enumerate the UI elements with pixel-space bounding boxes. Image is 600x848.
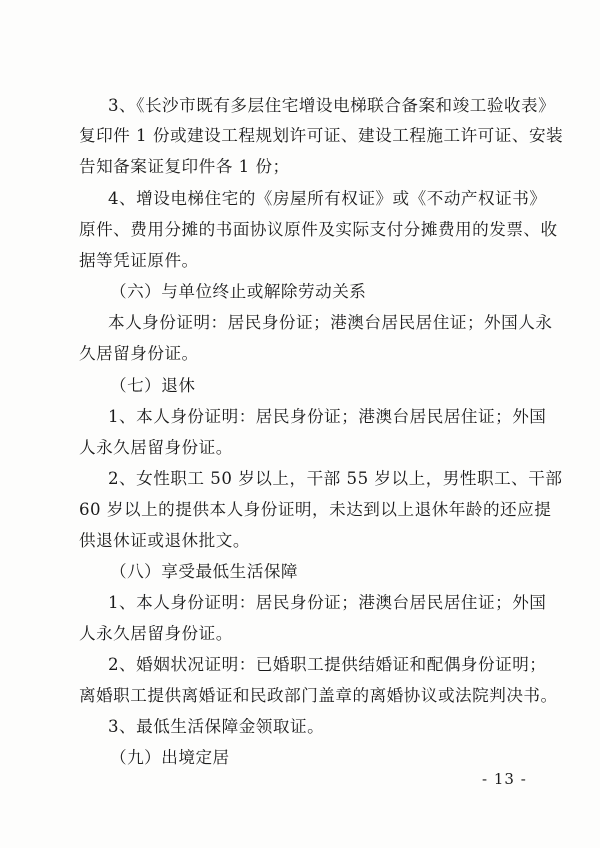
paragraph-line: 2、婚姻状况证明：已婚职工提供结婚证和配偶身份证明； [108, 655, 547, 674]
section-heading: （六）与单位终止或解除劳动关系 [110, 282, 367, 301]
paragraph-line: 本人身份证明：居民身份证；港澳台居民居住证；外国人永 [108, 313, 553, 332]
paragraph-line: 供退休证或退休批文。 [79, 531, 250, 550]
section-heading: （八）享受最低生活保障 [110, 562, 299, 581]
paragraph-line: 3、最低生活保障金领取证。 [108, 717, 325, 736]
paragraph-line: 1、本人身份证明：居民身份证；港澳台居民居住证；外国 [108, 407, 547, 426]
paragraph-line: 4、增设电梯住宅的《房屋所有权证》或《不动产权证书》 [108, 189, 547, 208]
paragraph-line: 原件、费用分摊的书面协议原件及实际支付分摊费用的发票、收 [79, 220, 558, 239]
paragraph-line: 3、《长沙市既有多层住宅增设电梯联合备案和竣工验收表》 [108, 96, 556, 115]
paragraph-line: 人永久居留身份证。 [79, 624, 233, 643]
paragraph-line: 离婚职工提供离婚证和民政部门盖章的离婚协议或法院判决书。 [79, 686, 558, 705]
section-heading: （七）退休 [110, 376, 196, 395]
paragraph-line: 60 岁以上的提供本人身份证明，未达到以上退休年龄的还应提 [79, 500, 552, 519]
page-number: - 13 - [482, 770, 527, 788]
paragraph-line: 久居留身份证。 [79, 344, 199, 363]
paragraph-line: 1、本人身份证明：居民身份证；港澳台居民居住证；外国 [108, 593, 547, 612]
paragraph-line: 告知备案证复印件各 1 份； [79, 157, 290, 176]
paragraph-line: 人永久居留身份证。 [79, 438, 233, 457]
paragraph-line: 据等凭证原件。 [79, 251, 199, 270]
section-heading: （九）出境定居 [110, 748, 230, 767]
paragraph-line: 2、女性职工 50 岁以上，干部 55 岁以上，男性职工、干部 [108, 469, 563, 488]
paragraph-line: 复印件 1 份或建设工程规划许可证、建设工程施工许可证、安装 [79, 126, 564, 145]
